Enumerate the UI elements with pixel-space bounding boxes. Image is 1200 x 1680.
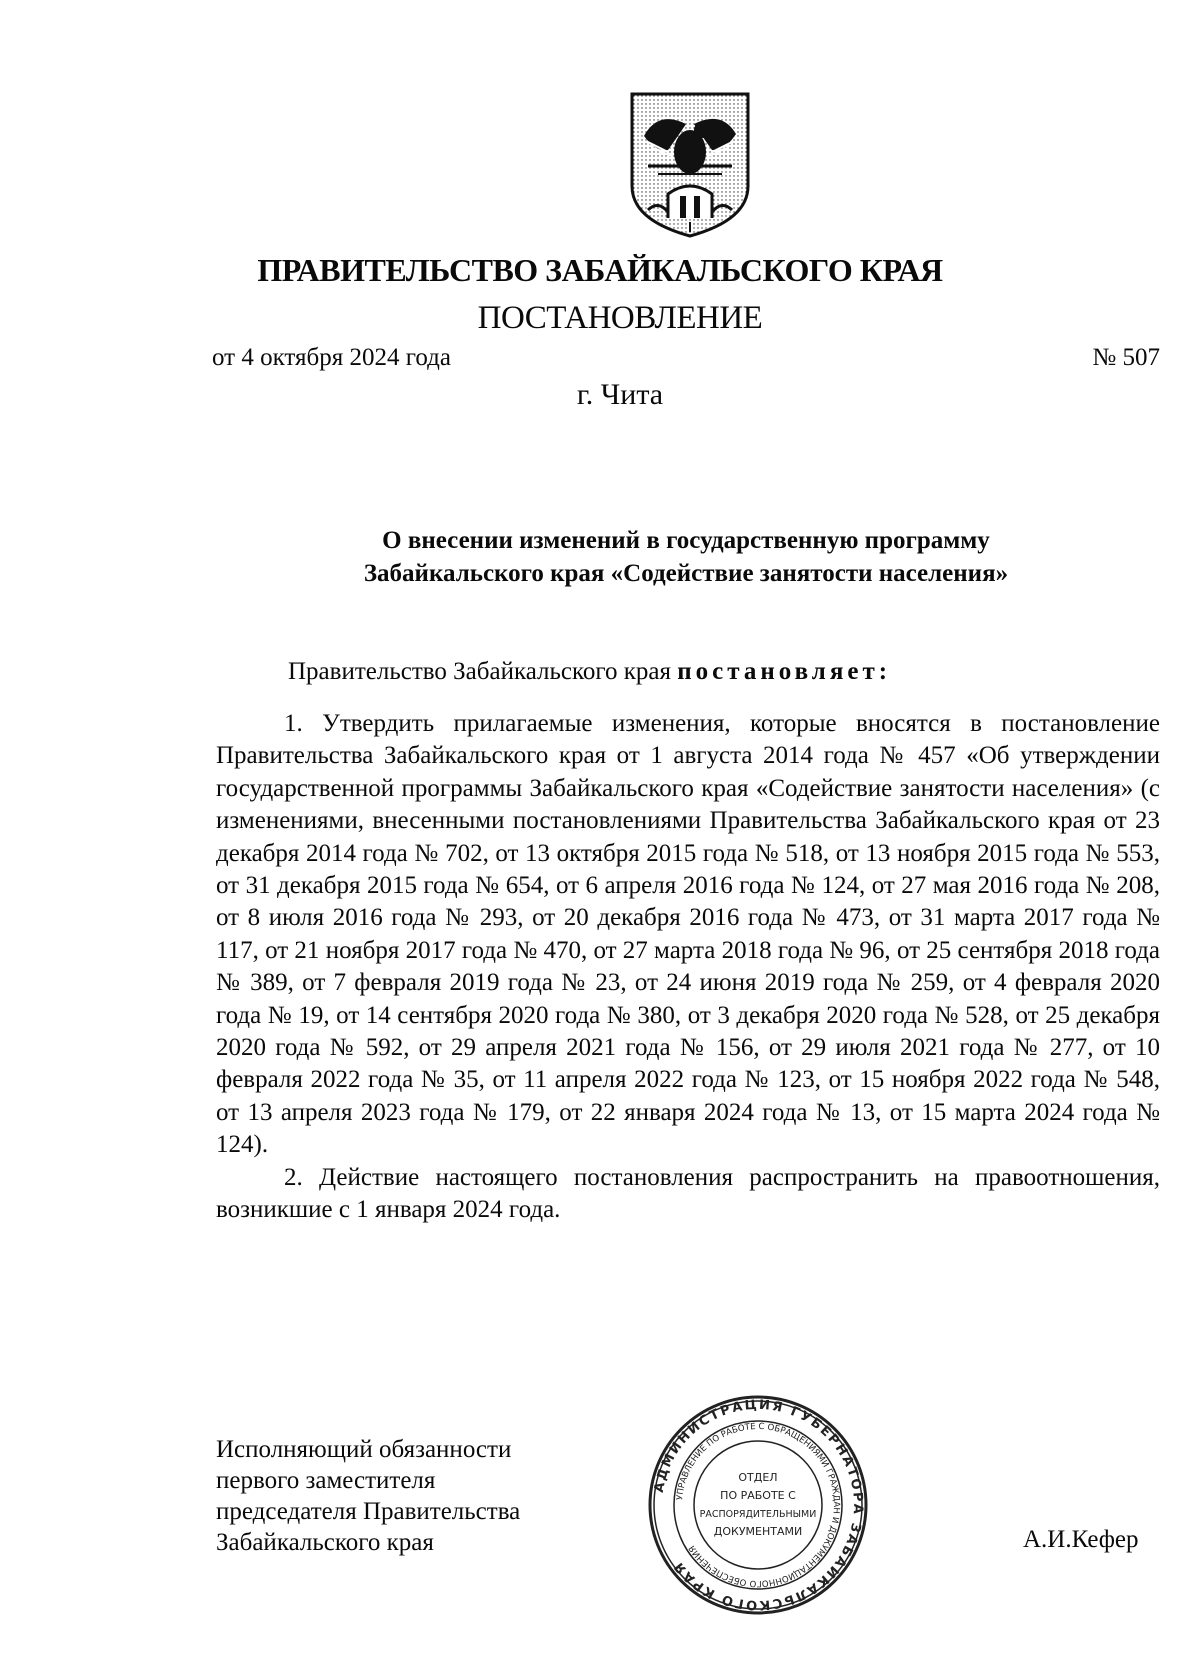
seal-center-line: ДОКУМЕНТАМИ (713, 1525, 803, 1538)
preamble-text: Правительство Забайкальского края (288, 658, 678, 685)
document-type: ПОСТАНОВЛЕНИЕ (477, 300, 763, 336)
svg-text:УПРАВЛЕНИЕ ПО РАБОТЕ С ОБРАЩЕН (675, 1422, 841, 1588)
document-date: от 4 октября 2024 года (212, 344, 451, 371)
government-title: ПРАВИТЕЛЬСТВО ЗАБАЙКАЛЬСКОГО КРАЯ (257, 252, 943, 288)
seal-center-line: ОТДЕЛ (738, 1471, 778, 1484)
position-line: Забайкальского края (216, 1529, 434, 1556)
paragraph-item-2: 2. Действие настоящего постановления распространить на правоотношения, возникшие с 1 января 2024 года. (216, 1163, 1160, 1224)
document-city: г. Чита (576, 378, 664, 411)
subject-line-2: Забайкальского края «Содействие занятости населения» (363, 560, 1009, 587)
preamble-verb: постановляет: (677, 658, 892, 685)
signatory-position (216, 1434, 596, 1558)
preamble (288, 658, 891, 686)
position-line: председателя Правительства (216, 1498, 521, 1525)
seal-outer-text: АДМИНИСТРАЦИЯ ГУБЕРНАТОРА ЗАБАЙКАЛЬСКОГО КРАЯ (651, 1397, 866, 1613)
seal-center-line: ПО РАБОТЕ С (720, 1489, 796, 1502)
position-line: первого заместителя (216, 1467, 436, 1494)
document-body (216, 708, 1160, 1227)
document-number: № 507 (1092, 344, 1160, 371)
paragraph-item-1: 1. Утвердить прилагаемые изменения, которые вносятся в постановление Правительства Забайкальского края от 1 августа 2014 года № 457 «Об утверждении государственной программы Забайкальского края «Содействие занятости населения» (с изменениями, внесенными постановлениями Правительства Забайкальского края от 23 декабря 2014 года № 702, от 13 октября 2015 года № 518, от 13 ноября 2015 года № 553, от 31 декабря 2015 года № 654, от 6 апреля 2016 года № 124, от 27 мая 2016 года № 208, от 8 июля 2016 года № 293, от 20 декабря 2016 года № 473, от 31 марта 2017 года № 117, от 21 ноября 2017 года № 470, от 27 марта 2018 года № 96, от 25 сентября 2018 года № 389, от 7 февраля 2019 года № 23, от 24 июня 2019 года № 259, от 4 февраля 2020 года № 19, от 14 сентября 2020 года № 380, от 3 декабря 2020 года № 528, от 25 декабря 2020 года № 592, от 29 апреля 2021 года № 156, от 29 июля 2021 года № 277, от 10 февраля 2022 года № 35, от 11 апреля 2022 года № 123, от 15 ноября 2022 года № 548, от 13 апреля 2023 года № 179, от 22 января 2024 года № 13, от 15 марта 2024 года № 124). (216, 710, 1160, 1159)
official-seal-stamp (646, 1393, 870, 1617)
signatory-name: А.И.Кефер (1023, 1526, 1139, 1553)
seal-ring-text: УПРАВЛЕНИЕ ПО РАБОТЕ С ОБРАЩЕНИЯМИ ГРАЖДАН И ДОКУМЕНТАЦИОННОГО ОБЕСПЕЧЕНИЯ (675, 1421, 842, 1589)
document-subject (212, 524, 1160, 590)
position-line: Исполняющий обязанности (216, 1436, 512, 1463)
coat-of-arms-emblem (628, 90, 752, 240)
seal-center-line: РАСПОРЯДИТЕЛЬНЫМИ (699, 1509, 817, 1520)
subject-line-1: О внесении изменений в государственную программу (382, 527, 990, 554)
